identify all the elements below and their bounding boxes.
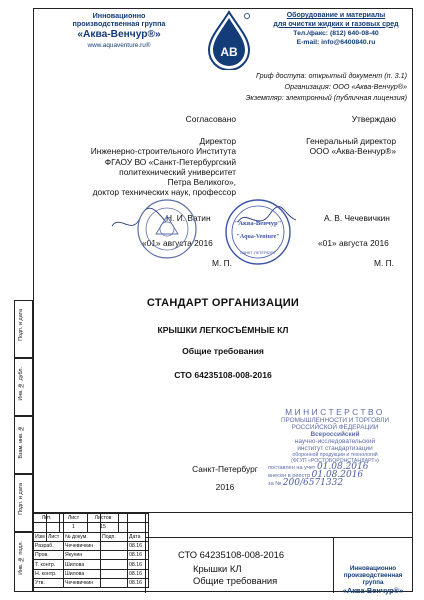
- role-cell: Пров.: [34, 551, 64, 560]
- left-signer: Н. И. Ватин: [166, 213, 211, 223]
- strip-cell: [14, 532, 33, 592]
- org-line: Инновационно: [349, 565, 397, 572]
- date-cell: 08.16: [128, 560, 149, 569]
- approver-line: Инженерно-строительного Института: [90, 146, 236, 157]
- name-cell: Шилова: [64, 569, 101, 578]
- company-name: «Аква-Венчур®»: [77, 28, 161, 40]
- strip-label: Инв. № подл.: [18, 541, 24, 575]
- titleblock-name: Крышки КЛ: [193, 563, 242, 574]
- ministry-line: РОССИЙСКОЙ ФЕДЕРАЦИИ: [291, 424, 379, 431]
- strip-cell: [14, 416, 33, 474]
- reg-number: 200/6571332: [282, 478, 344, 488]
- titleblock-org: [333, 565, 413, 594]
- ministry-line: оборонной продукции и технологий: [292, 452, 378, 458]
- company-seal-icon: [224, 198, 292, 266]
- company-line2: производственная группа: [72, 19, 166, 29]
- signature-cell: [101, 560, 128, 569]
- contact-phone: Тел./факс: (812) 640-08-40: [293, 30, 379, 38]
- university-seal-icon: [136, 198, 198, 260]
- signature-cell: [101, 541, 128, 550]
- ministry-line: ПРОМЫШЛЕННОСТИ И ТОРГОВЛИ: [280, 417, 390, 424]
- approver-line: Генеральный директор: [306, 136, 396, 147]
- org-line: производственная группа: [343, 572, 403, 587]
- reg-date: 01.08.2016: [311, 470, 364, 480]
- approver-line: Петра Великого»,: [167, 177, 236, 188]
- org-label: Организация: ООО «Аква-Венчур®»: [284, 82, 407, 91]
- approver-line: ФГАОУ ВО «Санкт-Петербургский: [104, 156, 236, 167]
- sheet-value-cell: 1: [60, 523, 88, 532]
- table-header-cell: Изм: [35, 533, 45, 540]
- titleblock-name-sub: Общие требования: [193, 575, 278, 586]
- org-name: «Аква-Венчур®»: [342, 585, 404, 595]
- ministry-line: МИНИСТЕРСТВО: [285, 407, 385, 417]
- strip-cell: [14, 300, 33, 358]
- approver-line: доктор технических наук, профессор: [92, 187, 236, 198]
- sheet-value-cell: [34, 523, 60, 532]
- strip-cell: [14, 474, 33, 532]
- strip-label: Инв. № дубл.: [18, 367, 24, 401]
- company-line1: Инновационно: [92, 11, 146, 20]
- seal-text-en: "Aqua-Venture": [236, 234, 280, 240]
- registration-line: [268, 480, 410, 488]
- role-cell: Н. контр.: [34, 569, 64, 578]
- left-date: «01» августа 2016: [142, 238, 213, 248]
- reg-label: за №: [268, 481, 282, 487]
- signature-cell: [101, 579, 128, 588]
- right-date: «01» августа 2016: [318, 238, 389, 248]
- ministry-line: научно-исследовательский: [294, 438, 376, 445]
- sheet-header-cell: Лист: [60, 514, 88, 523]
- approver-line: ООО «Аква-Венчур®»: [309, 146, 396, 157]
- agreed-caption: Согласовано: [185, 114, 236, 124]
- titleblock-code: СТО 64235108-008-2016: [178, 549, 285, 560]
- signature-cell: [101, 569, 128, 578]
- role-cell: Утв.: [34, 579, 64, 588]
- strip-label: Подп. и дата: [18, 309, 24, 341]
- copy-label: Экземпляр: электронный (публичная лицензия): [245, 93, 407, 102]
- table-row: [34, 541, 149, 550]
- ministry-stamp: [260, 408, 410, 506]
- name-cell: Чечевичкин: [64, 541, 101, 550]
- date-cell: 08.16: [128, 551, 149, 560]
- document-code: СТО 64235108-008-2016: [174, 370, 272, 380]
- document-title: КРЫШКИ ЛЕГКОСЪЁМНЫЕ КЛ: [157, 325, 289, 335]
- table-row: [34, 560, 149, 569]
- right-signer: А. В. Чечевичкин: [324, 213, 390, 223]
- table-header: [34, 532, 149, 541]
- services-line2: для очистки жидких и газовых сред: [273, 20, 399, 28]
- date-cell: 08.16: [128, 579, 149, 588]
- access-label: Гриф доступа: открытый документ (п. 3.1): [255, 71, 407, 80]
- approver-line: политехнический университет: [119, 166, 236, 177]
- role-cell: Разраб.: [34, 541, 64, 550]
- table-header-cell: Дата: [128, 532, 149, 541]
- approver-line: Директор: [199, 136, 236, 147]
- company-site: www.aquaventure.ru®: [87, 41, 151, 49]
- city-name: Санкт-Петербург: [192, 464, 258, 474]
- year: 2016: [215, 482, 235, 492]
- side-strip: [14, 300, 33, 592]
- table-row: [34, 551, 149, 560]
- sheet-value-cell: 15: [88, 523, 119, 532]
- document-subtitle: Общие требования: [182, 346, 264, 356]
- reg-date: 01.08.2016: [316, 462, 369, 472]
- date-cell: 08.16: [128, 541, 149, 550]
- seal-city: САНКТ-ПЕТЕРБУРГ: [240, 251, 276, 255]
- reg-label: поставлен на учет: [268, 465, 316, 471]
- document-type: СТАНДАРТ ОРГАНИЗАЦИИ: [146, 297, 300, 309]
- signature-cell: [101, 551, 128, 560]
- contact-email: E-mail: info@6400840.ru: [296, 39, 376, 47]
- seal-text-ru: "Аква-Венчур": [234, 220, 282, 227]
- left-seal-place: М. П.: [212, 258, 232, 268]
- sheet-header-cell: Лит.: [34, 514, 60, 523]
- sheet-table: [33, 513, 119, 533]
- date-cell: 08.16: [128, 569, 149, 578]
- table-row: [34, 569, 149, 578]
- title-block: [33, 512, 413, 593]
- strip-cell: [14, 358, 33, 416]
- table-row: [34, 579, 149, 588]
- strip-label: Подп. и дата: [18, 483, 24, 515]
- ministry-line: Всероссийский: [310, 431, 360, 438]
- place-year: [180, 463, 270, 493]
- name-cell: Шилова: [64, 560, 101, 569]
- name-cell: Чечевичкин: [64, 579, 101, 588]
- logo-text: АВ: [220, 45, 238, 59]
- sheet-header-cell: Листов: [88, 514, 119, 523]
- services-line1: Оборудование и материалы: [286, 12, 386, 19]
- reg-label: внесен в реестр: [268, 473, 311, 479]
- ministry-line: (ФГУП «РОСТОБОРОНСТАНДАРТ»): [291, 458, 379, 464]
- name-cell: Якунин: [64, 551, 101, 560]
- table-header-cell: Подп.: [101, 532, 128, 541]
- approve-caption: Утверждаю: [351, 114, 396, 124]
- table-header-cell: Лист: [47, 532, 64, 541]
- role-cell: Т. контр.: [34, 560, 64, 569]
- strip-label: Взам. инв. №: [18, 425, 24, 459]
- table-header-cell: № докум.: [64, 532, 101, 541]
- ministry-line: институт стандартизации: [297, 445, 373, 452]
- right-seal-place: М. П.: [374, 258, 394, 268]
